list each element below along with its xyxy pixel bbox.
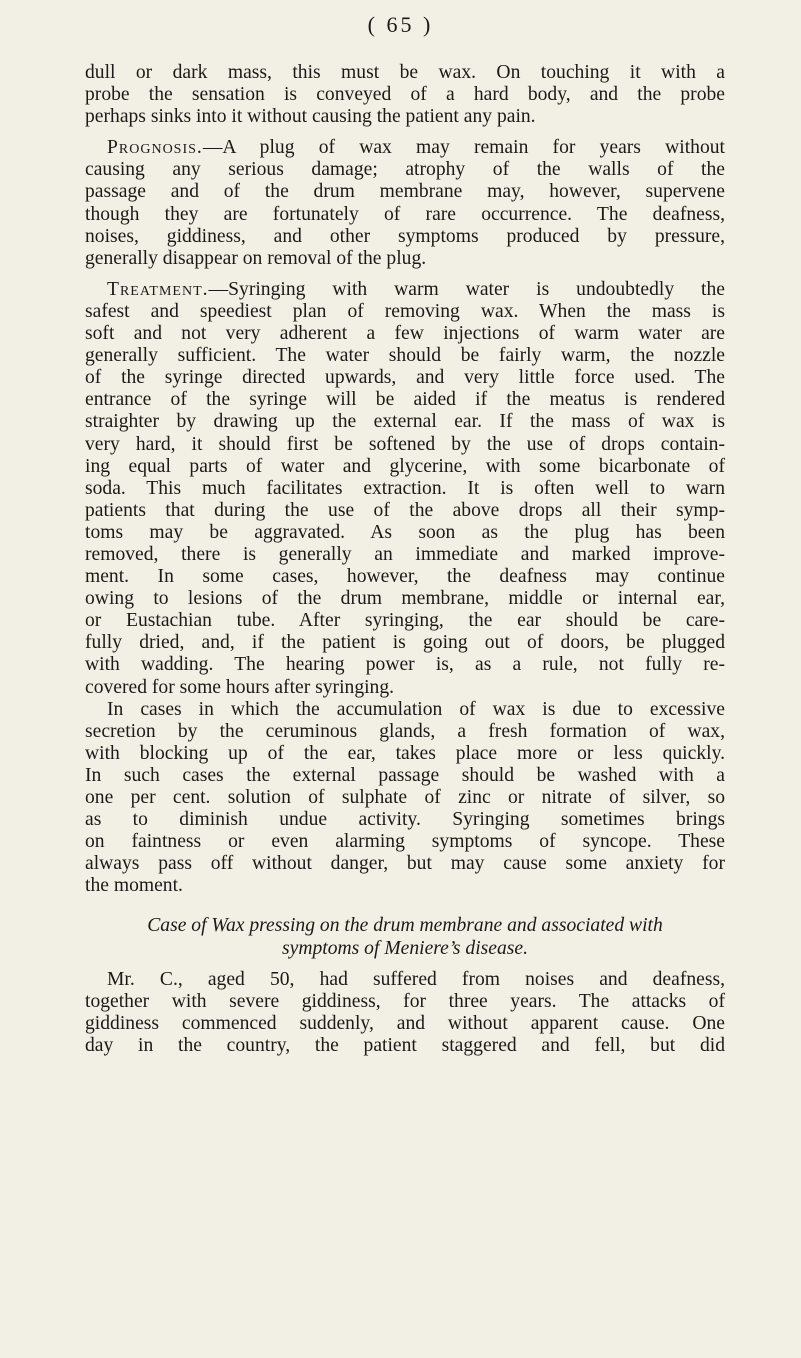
- text-fragment: —Syringing with warm water is undoubtedly the: [208, 278, 725, 300]
- text-line: always pass off without danger, but may cause some anxiety for: [85, 853, 725, 875]
- text-line: together with severe giddiness, for three years. The attacks of: [85, 990, 725, 1012]
- treatment-paragraph: [85, 279, 725, 699]
- case-title-line: symptoms of Meniere’s disease.: [282, 937, 528, 959]
- text-line: the moment.: [85, 875, 183, 897]
- text-line: soda. This much facilitates extraction. It is often well to warn: [85, 477, 725, 499]
- text-line: ing equal parts of water and glycerine, with some bicarbonate of: [85, 455, 725, 477]
- text-line: safest and speediest plan of removing wax. When the mass is: [85, 300, 725, 322]
- text-line: owing to lesions of the drum membrane, middle or internal ear,: [85, 588, 725, 610]
- text-line: soft and not very adherent a few injections of warm water are: [85, 323, 725, 345]
- text-line: generally sufficient. The water should be fairly warm, the nozzle: [85, 345, 725, 367]
- prognosis-heading: Prognosis.: [107, 137, 203, 159]
- text-line: removed, there is generally an immediate and marked improve-: [85, 543, 725, 565]
- text-line: In cases in which the accumulation of wax is due to excessive: [107, 698, 725, 720]
- prognosis-paragraph: [85, 137, 725, 270]
- text-line: noises, giddiness, and other symptoms produced by pressure,: [85, 225, 725, 247]
- text-line: patients that during the use of the above drops all their symp-: [85, 499, 725, 521]
- text-line: secretion by the ceruminous glands, a fresh formation of wax,: [85, 720, 725, 742]
- text-line: of the syringe directed upwards, and very little force used. The: [85, 367, 725, 389]
- text-line: dull or dark mass, this must be wax. On touching it with a: [85, 62, 725, 83]
- text-line: with wadding. The hearing power is, as a rule, not fully re-: [85, 654, 725, 676]
- text-line: generally disappear on removal of the plug.: [85, 247, 427, 269]
- text-line: perhaps sinks into it without causing the patient any pain.: [85, 106, 536, 128]
- text-line: [85, 279, 725, 301]
- text-line: entrance of the syringe will be aided if the meatus is rendered: [85, 389, 725, 411]
- text-line: causing any serious damage; atrophy of the walls of the: [85, 159, 725, 181]
- text-line: probe the sensation is conveyed of a hard body, and the probe: [85, 84, 725, 106]
- text-line: [85, 137, 725, 159]
- case-title-line: Case of Wax pressing on the drum membrane and associated with: [147, 915, 663, 937]
- text-line: covered for some hours after syringing.: [85, 676, 395, 698]
- text-line: straighter by drawing up the external ear. If the mass of wax is: [85, 411, 725, 433]
- text-line: on faintness or even alarming symptoms of syncope. These: [85, 831, 725, 853]
- page-body: [85, 62, 725, 1057]
- text-line: or Eustachian tube. After syringing, the ear should be care-: [85, 610, 725, 632]
- case-title: [85, 915, 725, 959]
- text-line: passage and of the drum membrane may, however, supervene: [85, 181, 725, 203]
- text-line: with blocking up of the ear, takes place more or less quickly.: [85, 742, 725, 764]
- text-line: one per cent. solution of sulphate of zinc or nitrate of silver, so: [85, 787, 725, 808]
- case-paragraph: [85, 969, 725, 1057]
- excessive-secretion-paragraph: [85, 699, 725, 898]
- text-line: toms may be aggravated. As soon as the plug has been: [85, 521, 725, 543]
- text-line: day in the country, the patient staggered and fell, but did: [85, 1034, 725, 1056]
- text-line: though they are fortunately of rare occurrence. The deafness,: [85, 203, 725, 225]
- text-line: ment. In some cases, however, the deafness may continue: [85, 566, 725, 588]
- text-line: as to diminish undue activity. Syringing sometimes brings: [85, 809, 725, 831]
- text-fragment: —A plug of wax may remain for years without: [202, 137, 725, 159]
- text-line: Mr. C., aged 50, had suffered from noises and deafness,: [107, 968, 725, 990]
- text-line: In such cases the external passage should be washed with a: [85, 764, 725, 786]
- treatment-heading: Treatment.: [107, 278, 209, 300]
- text-line: giddiness commenced suddenly, and without apparent cause. One: [85, 1012, 725, 1034]
- page-number: ( 65 ): [367, 12, 434, 37]
- intro-paragraph: [85, 62, 725, 128]
- text-line: fully dried, and, if the patient is going out of doors, be plugged: [85, 632, 725, 654]
- text-line: very hard, it should first be softened by the use of drops contain-: [85, 433, 725, 455]
